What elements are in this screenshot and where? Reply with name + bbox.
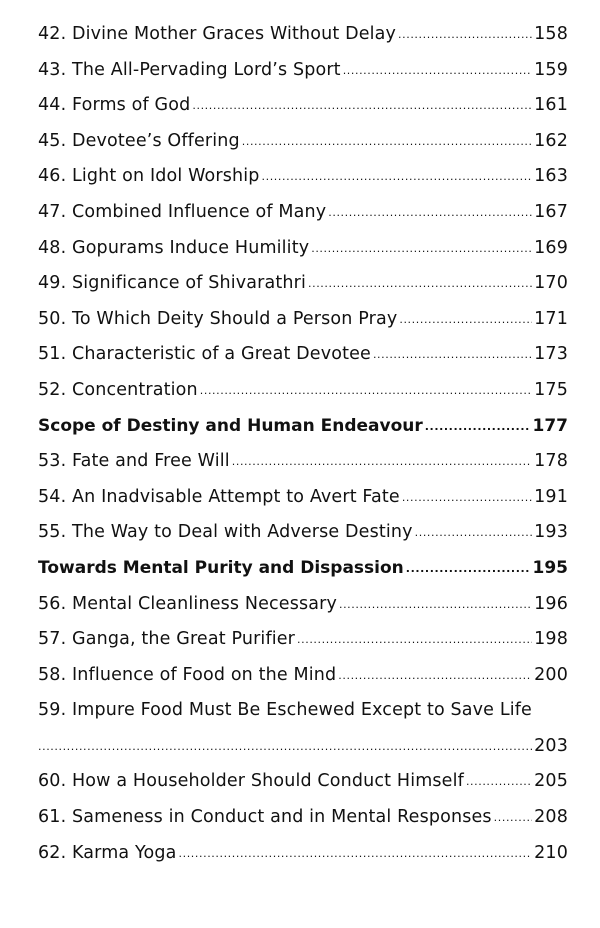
toc-entry <box>38 843 568 879</box>
toc-entry-title: 59. Impure Food Must Be Eschewed Except to Save Life <box>38 700 532 721</box>
toc-entry-page: 170 <box>534 273 568 294</box>
toc-entry-page: 196 <box>534 593 568 614</box>
toc-entry-title: 47. Combined Influence of Many <box>38 201 327 222</box>
toc-entry-title: 44. Forms of God <box>38 95 191 116</box>
toc-entry-page: 169 <box>534 237 568 258</box>
toc-section-heading <box>38 416 568 452</box>
toc-entry-title: 46. Light on Idol Worship <box>38 166 260 187</box>
toc-section-title: Scope of Destiny and Human Endeavour <box>38 415 423 436</box>
toc-entry-title: 56. Mental Cleanliness Necessary <box>38 593 337 614</box>
toc-entry <box>38 95 568 131</box>
toc-entry-title: 49. Significance of Shivarathri <box>38 273 306 294</box>
toc-entry <box>38 344 568 380</box>
dot-leader <box>415 526 533 539</box>
dot-leader <box>398 28 532 41</box>
toc-section-page: 195 <box>532 557 568 578</box>
dot-leader <box>200 384 532 397</box>
toc-entry-title: 48. Gopurams Induce Humility <box>38 237 310 258</box>
toc-entry-title: 53. Fate and Free Will <box>38 451 230 472</box>
dot-leader <box>399 313 532 326</box>
toc-entry <box>38 487 568 523</box>
dot-leader <box>328 206 532 219</box>
toc-section-title: Towards Mental Purity and Dispassion <box>38 557 404 578</box>
toc-entry-page: 203 <box>534 735 568 756</box>
toc-entry-page: 198 <box>534 629 568 650</box>
toc-entry <box>38 380 568 416</box>
dot-leader <box>402 491 532 504</box>
toc-entry-page: 175 <box>534 379 568 400</box>
toc-entry-page: 161 <box>534 95 568 116</box>
toc-entry-continuation <box>38 736 568 772</box>
dot-leader <box>373 348 532 361</box>
toc-entry <box>38 594 568 630</box>
toc-entry-page: 210 <box>534 842 568 863</box>
toc-entry <box>38 771 568 807</box>
toc-entry <box>38 522 568 558</box>
toc-entry-page: 200 <box>534 664 568 685</box>
toc-section-page: 177 <box>532 415 568 436</box>
toc-entry <box>38 131 568 167</box>
dot-leader <box>338 669 532 682</box>
toc-entry-title: 58. Influence of Food on the Mind <box>38 664 337 685</box>
toc-entry-title: 54. An Inadvisable Attempt to Avert Fate <box>38 486 400 507</box>
dot-leader <box>242 135 532 148</box>
dot-leader <box>192 99 532 112</box>
toc-entry <box>38 24 568 60</box>
toc-section-heading <box>38 558 568 594</box>
toc-entry <box>38 807 568 843</box>
toc-entry <box>38 451 568 487</box>
toc-entry-title: 51. Characteristic of a Great Devotee <box>38 344 371 365</box>
toc-entry-page: 163 <box>534 166 568 187</box>
toc-entry-title: 52. Concentration <box>38 379 198 400</box>
toc-entry-page: 208 <box>534 807 568 828</box>
dot-leader <box>38 740 532 753</box>
toc-entry <box>38 629 568 665</box>
toc-entry-title: 50. To Which Deity Should a Person Pray <box>38 308 398 329</box>
toc-entry <box>38 273 568 309</box>
toc-entry-page: 159 <box>534 59 568 80</box>
toc-entry-page: 205 <box>534 771 568 792</box>
toc-entry-page: 193 <box>534 522 568 543</box>
toc-entry <box>38 166 568 202</box>
dot-leader <box>179 847 533 860</box>
toc-entry <box>38 202 568 238</box>
toc-entry-page: 158 <box>534 24 568 44</box>
dot-leader <box>494 811 532 824</box>
dot-leader <box>308 277 532 290</box>
toc-entry <box>38 700 568 736</box>
dot-leader <box>425 420 531 433</box>
toc-entry <box>38 60 568 96</box>
toc-entry-page: 191 <box>534 486 568 507</box>
table-of-contents <box>38 24 568 878</box>
dot-leader <box>232 455 532 468</box>
dot-leader <box>406 562 531 575</box>
toc-entry-page: 171 <box>534 308 568 329</box>
toc-entry-title: 61. Sameness in Conduct and in Mental Responses <box>38 807 492 828</box>
toc-entry-title: 45. Devotee’s Offering <box>38 130 240 151</box>
toc-entry <box>38 309 568 345</box>
toc-entry-title: 60. How a Householder Should Conduct Himself <box>38 771 464 792</box>
dot-leader <box>343 64 532 77</box>
toc-entry-title: 57. Ganga, the Great Purifier <box>38 629 296 650</box>
toc-entry-title: 42. Divine Mother Graces Without Delay <box>38 24 397 44</box>
dot-leader <box>339 598 532 611</box>
toc-entry-title: 62. Karma Yoga <box>38 842 177 863</box>
toc-entry-page: 167 <box>534 201 568 222</box>
toc-entry <box>38 238 568 274</box>
toc-entry-title: 43. The All-Pervading Lord’s Sport <box>38 59 341 80</box>
toc-entry-page: 178 <box>534 451 568 472</box>
dot-leader <box>262 170 533 183</box>
toc-entry <box>38 665 568 701</box>
dot-leader <box>297 633 532 646</box>
toc-entry-page: 162 <box>534 130 568 151</box>
toc-entry-page: 173 <box>534 344 568 365</box>
toc-entry-title: 55. The Way to Deal with Adverse Destiny <box>38 522 413 543</box>
dot-leader <box>466 775 532 788</box>
dot-leader <box>311 242 532 255</box>
